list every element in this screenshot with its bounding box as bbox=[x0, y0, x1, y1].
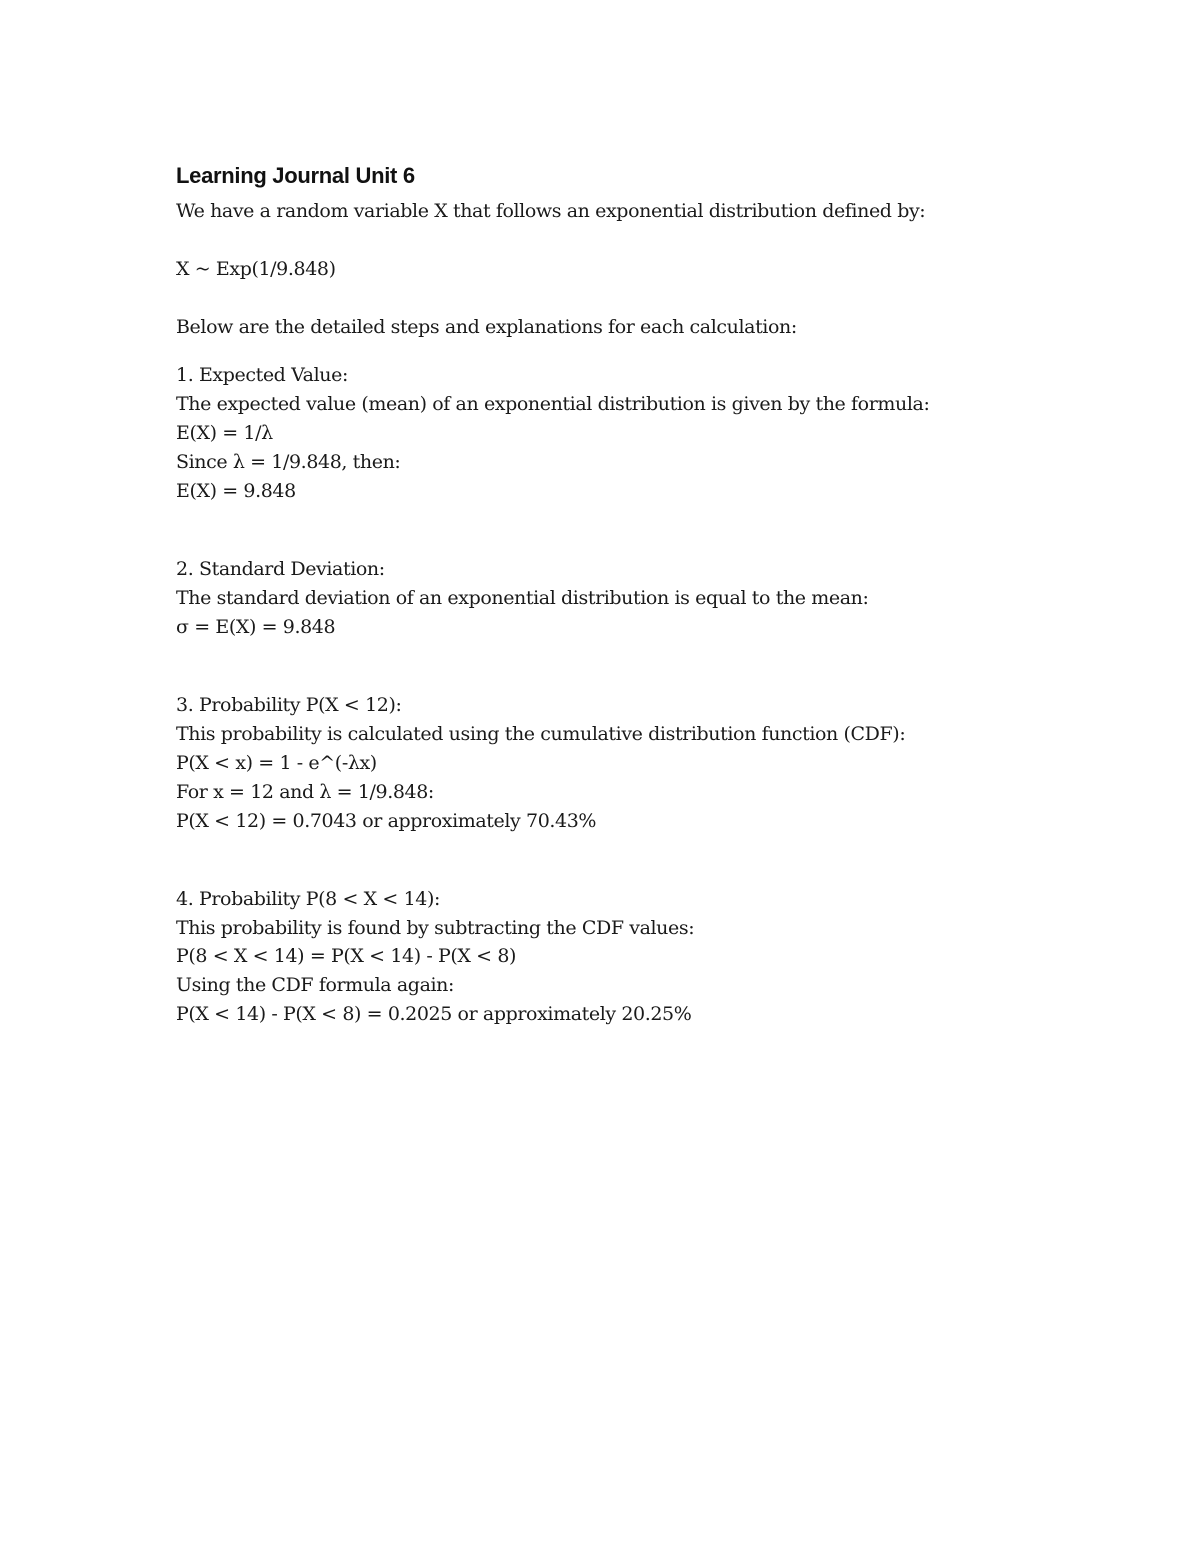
probability-between-line: P(8 < X < 14) = P(X < 14) - P(X < 8) bbox=[176, 945, 517, 967]
intro-text: We have a random variable X that follows an exponential distribution defined by: bbox=[176, 200, 926, 222]
expected-value-heading: 1. Expected Value: bbox=[176, 364, 348, 386]
expected-value-line: The expected value (mean) of an exponential distribution is given by the formula: bbox=[176, 393, 930, 415]
lead-in-text: Below are the detailed steps and explanations for each calculation: bbox=[176, 316, 797, 338]
distribution-definition: X ~ Exp(1/9.848) bbox=[176, 258, 336, 280]
probability-between-line: This probability is found by subtracting the CDF values: bbox=[176, 917, 695, 939]
probability-between-line: P(X < 14) - P(X < 8) = 0.2025 or approximately 20.25% bbox=[176, 1003, 692, 1025]
expected-value-line: Since λ = 1/9.848, then: bbox=[176, 451, 401, 473]
standard-deviation-heading: 2. Standard Deviation: bbox=[176, 558, 385, 580]
document-title: Learning Journal Unit 6 bbox=[176, 163, 415, 188]
standard-deviation-line: σ = E(X) = 9.848 bbox=[176, 616, 336, 638]
probability-lt-12-line: P(X < 12) = 0.7043 or approximately 70.43% bbox=[176, 810, 597, 832]
expected-value-line: E(X) = 9.848 bbox=[176, 480, 296, 502]
standard-deviation-line: The standard deviation of an exponential distribution is equal to the mean: bbox=[176, 587, 869, 609]
expected-value-line: E(X) = 1/λ bbox=[176, 422, 273, 444]
probability-lt-12-line: For x = 12 and λ = 1/9.848: bbox=[176, 781, 434, 803]
probability-lt-12-line: P(X < x) = 1 - e^(-λx) bbox=[176, 752, 377, 774]
probability-between-heading: 4. Probability P(8 < X < 14): bbox=[176, 888, 440, 910]
probability-lt-12-heading: 3. Probability P(X < 12): bbox=[176, 694, 402, 716]
probability-between-line: Using the CDF formula again: bbox=[176, 974, 455, 996]
probability-lt-12-line: This probability is calculated using the cumulative distribution function (CDF): bbox=[176, 723, 906, 745]
